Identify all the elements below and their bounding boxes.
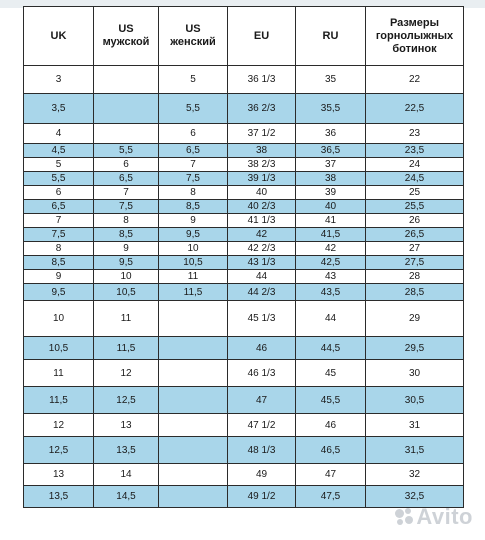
- cell-ski-boot: 24: [366, 158, 464, 172]
- cell-us-men: 7,5: [94, 200, 159, 214]
- cell-ru: 39: [296, 186, 366, 200]
- cell-ru: 42: [296, 242, 366, 256]
- cell-ru: 43,5: [296, 284, 366, 301]
- cell-eu: 48 1/3: [228, 437, 296, 464]
- cell-us-women: 10,5: [159, 256, 228, 270]
- cell-uk: 7: [24, 214, 94, 228]
- cell-uk: 11: [24, 360, 94, 387]
- cell-us-women: 5: [159, 66, 228, 94]
- cell-us-women: 9: [159, 214, 228, 228]
- header-ski-boot-size: [366, 7, 464, 66]
- cell-ski-boot: 23: [366, 124, 464, 144]
- cell-us-men: 13: [94, 414, 159, 437]
- cell-ru: 45,5: [296, 387, 366, 414]
- cell-ski-boot: 27,5: [366, 256, 464, 270]
- cell-us-men: 5,5: [94, 144, 159, 158]
- cell-ru: 41,5: [296, 228, 366, 242]
- cell-uk: 6,5: [24, 200, 94, 214]
- header-line: женский: [170, 36, 216, 48]
- cell-us-women: 11: [159, 270, 228, 284]
- table-row: [24, 186, 464, 200]
- cell-ru: 44: [296, 301, 366, 337]
- cell-eu: 42: [228, 228, 296, 242]
- table-row: [24, 270, 464, 284]
- cell-uk: 13,5: [24, 486, 94, 508]
- cell-us-women: 5,5: [159, 94, 228, 124]
- header-line: мужской: [102, 36, 150, 48]
- cell-us-women: 7,5: [159, 172, 228, 186]
- header-us-women: [159, 7, 228, 66]
- cell-uk: 7,5: [24, 228, 94, 242]
- cell-us-women: 6,5: [159, 144, 228, 158]
- cell-ru: 35: [296, 66, 366, 94]
- table-row: [24, 360, 464, 387]
- header-line: горнолыжных: [375, 29, 454, 42]
- cell-eu: 43 1/3: [228, 256, 296, 270]
- cell-uk: 3: [24, 66, 94, 94]
- header-us-men: [94, 7, 159, 66]
- cell-eu: 46: [228, 337, 296, 360]
- cell-us-women: [159, 437, 228, 464]
- table-row: [24, 387, 464, 414]
- cell-ski-boot: 26,5: [366, 228, 464, 242]
- cell-uk: 8: [24, 242, 94, 256]
- cell-us-men: 7: [94, 186, 159, 200]
- cell-ski-boot: 25: [366, 186, 464, 200]
- size-conversion-table: [23, 6, 464, 508]
- table-row: [24, 144, 464, 158]
- cell-ru: 45: [296, 360, 366, 387]
- cell-eu: 47: [228, 387, 296, 414]
- cell-us-men: 11: [94, 301, 159, 337]
- cell-us-men: 9,5: [94, 256, 159, 270]
- table-row: [24, 158, 464, 172]
- cell-uk: 10,5: [24, 337, 94, 360]
- header-line: US: [118, 23, 134, 35]
- table-row: [24, 301, 464, 337]
- cell-eu: 42 2/3: [228, 242, 296, 256]
- cell-ru: 44,5: [296, 337, 366, 360]
- cell-us-women: [159, 464, 228, 486]
- cell-us-men: 10: [94, 270, 159, 284]
- cell-eu: 44: [228, 270, 296, 284]
- cell-us-women: [159, 337, 228, 360]
- cell-uk: 9: [24, 270, 94, 284]
- table-row: [24, 66, 464, 94]
- cell-eu: 40 2/3: [228, 200, 296, 214]
- cell-us-women: [159, 414, 228, 437]
- table-row: [24, 214, 464, 228]
- cell-uk: 5,5: [24, 172, 94, 186]
- cell-ski-boot: 28: [366, 270, 464, 284]
- cell-us-men: 6: [94, 158, 159, 172]
- table-row: [24, 464, 464, 486]
- cell-uk: 8,5: [24, 256, 94, 270]
- header-uk: [24, 7, 94, 66]
- cell-eu: 49: [228, 464, 296, 486]
- cell-eu: 45 1/3: [228, 301, 296, 337]
- cell-uk: 3,5: [24, 94, 94, 124]
- cell-ru: 47,5: [296, 486, 366, 508]
- avito-logo-icon: [395, 508, 413, 526]
- cell-eu: 36 2/3: [228, 94, 296, 124]
- cell-ski-boot: 24,5: [366, 172, 464, 186]
- cell-eu: 36 1/3: [228, 66, 296, 94]
- cell-us-men: 12,5: [94, 387, 159, 414]
- cell-uk: 10: [24, 301, 94, 337]
- cell-us-women: 8,5: [159, 200, 228, 214]
- table-row: [24, 437, 464, 464]
- cell-ski-boot: 25,5: [366, 200, 464, 214]
- cell-us-women: [159, 486, 228, 508]
- table-row: [24, 228, 464, 242]
- cell-ru: 46,5: [296, 437, 366, 464]
- header-line: ботинок: [392, 42, 437, 55]
- cell-eu: 46 1/3: [228, 360, 296, 387]
- cell-ski-boot: 31,5: [366, 437, 464, 464]
- watermark-text: Avito: [416, 504, 473, 529]
- cell-us-men: 11,5: [94, 337, 159, 360]
- header-line: UK: [50, 29, 67, 42]
- table-row: [24, 256, 464, 270]
- cell-us-men: 8,5: [94, 228, 159, 242]
- cell-ski-boot: 31: [366, 414, 464, 437]
- table-row: [24, 284, 464, 301]
- cell-uk: 5: [24, 158, 94, 172]
- cell-ru: 35,5: [296, 94, 366, 124]
- cell-ski-boot: 32: [366, 464, 464, 486]
- table-body: [24, 66, 464, 508]
- avito-watermark: [395, 504, 473, 530]
- cell-us-women: [159, 387, 228, 414]
- cell-us-men: 9: [94, 242, 159, 256]
- cell-uk: 4: [24, 124, 94, 144]
- cell-us-women: [159, 301, 228, 337]
- cell-ru: 41: [296, 214, 366, 228]
- cell-ski-boot: 28,5: [366, 284, 464, 301]
- table-row: [24, 414, 464, 437]
- cell-ski-boot: 27: [366, 242, 464, 256]
- cell-ski-boot: 26: [366, 214, 464, 228]
- table-row: [24, 200, 464, 214]
- cell-us-men: [94, 124, 159, 144]
- cell-us-women: 8: [159, 186, 228, 200]
- cell-ru: 40: [296, 200, 366, 214]
- cell-us-women: 11,5: [159, 284, 228, 301]
- cell-ski-boot: 29: [366, 301, 464, 337]
- cell-ski-boot: 22,5: [366, 94, 464, 124]
- cell-ski-boot: 30,5: [366, 387, 464, 414]
- header-eu: [228, 7, 296, 66]
- cell-us-men: [94, 66, 159, 94]
- header-line: US: [185, 23, 201, 35]
- cell-us-men: 14,5: [94, 486, 159, 508]
- cell-eu: 38: [228, 144, 296, 158]
- cell-ski-boot: 30: [366, 360, 464, 387]
- cell-ru: 43: [296, 270, 366, 284]
- cell-ru: 47: [296, 464, 366, 486]
- cell-ru: 46: [296, 414, 366, 437]
- header-line: Размеры: [389, 16, 439, 29]
- cell-us-men: 6,5: [94, 172, 159, 186]
- cell-ru: 38: [296, 172, 366, 186]
- cell-us-men: [94, 94, 159, 124]
- cell-us-women: [159, 360, 228, 387]
- cell-ski-boot: 32,5: [366, 486, 464, 508]
- cell-eu: 37 1/2: [228, 124, 296, 144]
- cell-ski-boot: 29,5: [366, 337, 464, 360]
- table-row: [24, 242, 464, 256]
- cell-uk: 11,5: [24, 387, 94, 414]
- header-line: RU: [322, 29, 339, 42]
- table-row: [24, 124, 464, 144]
- cell-eu: 49 1/2: [228, 486, 296, 508]
- cell-eu: 40: [228, 186, 296, 200]
- table-row: [24, 94, 464, 124]
- cell-us-men: 13,5: [94, 437, 159, 464]
- cell-uk: 6: [24, 186, 94, 200]
- cell-us-men: 8: [94, 214, 159, 228]
- table-row: [24, 172, 464, 186]
- cell-us-men: 12: [94, 360, 159, 387]
- cell-uk: 9,5: [24, 284, 94, 301]
- cell-us-women: 7: [159, 158, 228, 172]
- cell-ru: 37: [296, 158, 366, 172]
- cell-us-women: 10: [159, 242, 228, 256]
- cell-us-men: 10,5: [94, 284, 159, 301]
- cell-ru: 42,5: [296, 256, 366, 270]
- table-header-row: [24, 7, 464, 66]
- cell-ru: 36: [296, 124, 366, 144]
- cell-uk: 12: [24, 414, 94, 437]
- cell-eu: 44 2/3: [228, 284, 296, 301]
- cell-us-men: 14: [94, 464, 159, 486]
- cell-eu: 39 1/3: [228, 172, 296, 186]
- cell-uk: 13: [24, 464, 94, 486]
- cell-us-women: 6: [159, 124, 228, 144]
- cell-uk: 12,5: [24, 437, 94, 464]
- cell-eu: 47 1/2: [228, 414, 296, 437]
- cell-uk: 4,5: [24, 144, 94, 158]
- table-row: [24, 337, 464, 360]
- cell-eu: 38 2/3: [228, 158, 296, 172]
- cell-us-women: 9,5: [159, 228, 228, 242]
- cell-eu: 41 1/3: [228, 214, 296, 228]
- cell-ski-boot: 22: [366, 66, 464, 94]
- cell-ski-boot: 23,5: [366, 144, 464, 158]
- header-line: EU: [253, 29, 270, 42]
- header-ru: [296, 7, 366, 66]
- cell-ru: 36,5: [296, 144, 366, 158]
